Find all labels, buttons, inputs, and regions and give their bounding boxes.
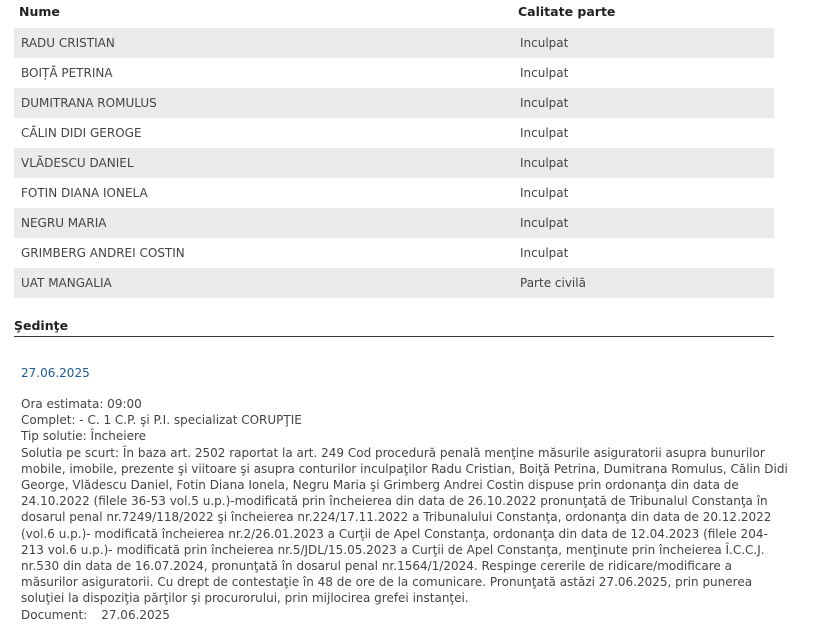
solution-summary-line: 24.10.2022 (filele 36-53 vol.5 u.p.)-modificată prin încheierea din data de 26.10.2022 pronunţată de Tribunalul Constanţa în [21, 494, 768, 509]
solution-summary-line: măsurilor asiguratorii. Cu drept de contestaţie în 48 de ore de la comunicare. Pronunţată astăzi 27.06.2025, prin punerea [21, 575, 753, 590]
solution-summary-line: George, Vlădescu Daniel, Fotin Diana Ionela, Negru Maria şi Grimberg Andrei Costin dispuse prin ordonanţa din data de [21, 478, 739, 493]
party-role: Inculpat [520, 186, 569, 200]
table-row [14, 28, 774, 58]
table-row [14, 118, 774, 148]
section-divider [14, 336, 774, 337]
estimated-time: Ora estimata: 09:00 [21, 397, 142, 411]
party-name: UAT MANGALIA [21, 276, 112, 290]
column-header-role: Calitate parte [518, 4, 616, 19]
party-role: Inculpat [520, 66, 569, 80]
solution-type: Tip solutie: Încheiere [21, 429, 147, 444]
table-body [14, 28, 774, 298]
document-date: 27.06.2025 [101, 607, 170, 622]
party-role: Parte civilă [520, 276, 586, 290]
parties-table [14, 0, 774, 290]
document-row [21, 607, 773, 623]
party-name: DUMITRANA ROMULUS [21, 96, 157, 110]
table-row [14, 268, 774, 298]
party-name: VLĂDESCU DANIEL [21, 156, 134, 170]
solution-summary-line: mobile, imobile, prezente şi viitoare şi asupra conturilor inculpaţilor Radu Cristian, Boiţă Petrina, Dumitrana Romulus, Călin Didi [21, 461, 788, 476]
solution-summary-line: (vol.6 u.p.)- modificată încheierea nr.2/26.01.2023 a Curţii de Apel Constanţa, ordonanţa din data de 12.04.2023 (filele 204- [21, 526, 768, 541]
party-name: GRIMBERG ANDREI COSTIN [21, 246, 185, 260]
party-role: Inculpat [520, 126, 569, 140]
table-row [14, 148, 774, 178]
party-role: Inculpat [520, 216, 569, 230]
table-row [14, 208, 774, 238]
table-row [14, 58, 774, 88]
party-name: NEGRU MARIA [21, 216, 107, 230]
session-date-link[interactable]: 27.06.2025 [21, 366, 90, 380]
party-role: Inculpat [520, 96, 569, 110]
party-role: Inculpat [520, 36, 569, 50]
sessions-section-title: Şedinţe [14, 318, 69, 333]
party-name: RADU CRISTIAN [21, 36, 115, 50]
party-name: FOTIN DIANA IONELA [21, 186, 148, 200]
solution-summary-line: soluţiei la dispoziţia părţilor şi procurorului, prin mijlocirea grefei instanţei. [21, 591, 469, 606]
table-row [14, 88, 774, 118]
solution-summary-line: nr.530 din data de 16.07.2024, pronunţată în dosarul penal nr.1564/1/2024. Respinge cererile de ridicare/modificare a [21, 559, 732, 574]
solution-summary-line: dosarul penal nr.7249/118/2022 şi încheierea nr.224/17.11.2022 a Tribunalului Constanţa, ordonanţa din data de 20.12.2022 [21, 510, 772, 525]
column-header-name: Nume [19, 4, 60, 19]
party-name: BOIȚĂ PETRINA [21, 66, 113, 80]
panel-info: Complet: - C. 1 C.P. şi P.I. specializat CORUPŢIE [21, 413, 302, 428]
table-header [14, 0, 774, 24]
party-role: Inculpat [520, 246, 569, 260]
session-details [21, 396, 788, 623]
party-role: Inculpat [520, 156, 569, 170]
table-row [14, 238, 774, 268]
solution-summary-line: Solutia pe scurt: În baza art. 2502 raportat la art. 249 Cod procedură penală menţine măsurile asiguratorii asupra bunurilor [21, 445, 765, 460]
table-row [14, 178, 774, 208]
document-label: Document: [21, 607, 88, 622]
party-name: CĂLIN DIDI GEROGE [21, 126, 142, 140]
solution-summary-line: 213 vol.6 u.p.)- modificată prin încheierea nr.5/JDL/15.05.2023 a Curţii de Apel Constanţa, menţinute prin încheierea Î.C.C.J. [21, 542, 765, 557]
